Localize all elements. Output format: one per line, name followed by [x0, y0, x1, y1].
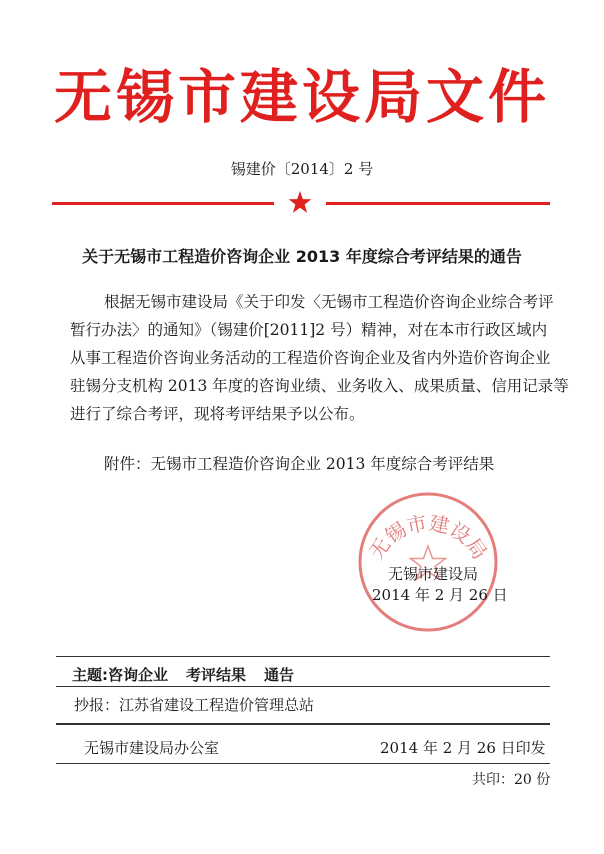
- signing-date: 2014 年 2 月 26 日: [372, 586, 508, 604]
- footer-divider: [56, 763, 550, 764]
- body-line: 驻锡分支机构 2013 年度的咨询业绩、业务收入、成果质量、信用记录等: [70, 377, 569, 395]
- body-line: 根据无锡市建设局《关于印发〈无锡市工程造价咨询企业综合考评: [104, 293, 554, 311]
- issuing-office: 无锡市建设局办公室: [84, 739, 220, 757]
- official-seal: [354, 488, 502, 636]
- document-number: 锡建价〔2014〕2 号: [230, 160, 374, 178]
- footer-divider: [56, 686, 550, 687]
- footer-divider: [56, 656, 550, 657]
- header-divider-left: [52, 202, 274, 205]
- subject-keywords: [72, 664, 312, 685]
- signing-organization: 无锡市建设局: [388, 565, 479, 583]
- subject-keyword: 通告: [264, 666, 295, 684]
- svg-text:无锡市建设局: [364, 511, 492, 564]
- subject-label: 主题:: [72, 666, 108, 684]
- copies-printed: 共印：20 份: [472, 772, 551, 788]
- body-line: 暂行办法〉的通知》（锡建价[2011]2 号）精神，对在本市行政区域内: [70, 321, 548, 339]
- body-line: 进行了综合考评，现将考评结果予以公布。: [70, 405, 365, 423]
- footer-divider: [56, 723, 550, 725]
- attachment-note: 附件：无锡市工程造价咨询企业 2013 年度综合考评结果: [104, 455, 495, 473]
- body-line: 从事工程造价咨询业务活动的工程造价咨询企业及省内外造价咨询企业: [70, 349, 551, 367]
- print-date: 2014 年 2 月 26 日印发: [380, 739, 546, 757]
- subject-keyword: 咨询企业: [108, 666, 169, 684]
- document-header-title: 无锡市建设局文件: [53, 63, 550, 131]
- header-divider-right: [326, 202, 550, 205]
- cc-recipients: 抄报：江苏省建设工程造价管理总站: [74, 696, 315, 714]
- subject-keyword: 考评结果: [186, 666, 247, 684]
- notice-title: 关于无锡市工程造价咨询企业 2013 年度综合考评结果的通告: [82, 247, 522, 266]
- seal-text: 无锡市建设局: [364, 510, 492, 564]
